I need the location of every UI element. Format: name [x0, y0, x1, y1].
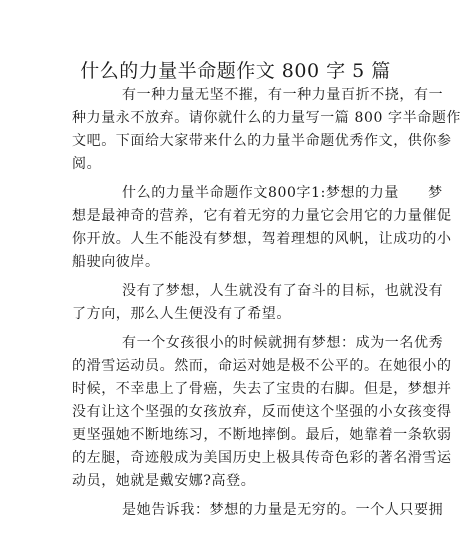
paragraph-line: 你开放。人生不能没有梦想，驾着理想的风帆，让成功的小	[72, 231, 452, 247]
document-title: 什么的力量半命题作文 800 字 5 篇	[80, 60, 391, 82]
paragraph-line: 的左腿，奇迹般成为美国历史上极具传奇色彩的著名滑雪运	[72, 450, 452, 466]
paragraph-line: 有一种力量无坚不摧，有一种力量百折不挠，有一	[122, 87, 444, 103]
paragraph-line: 更坚强她不断地练习，不断地摔倒。最后，她靠着一条软弱	[72, 427, 452, 443]
paragraph-line: 种力量永不放弃。请你就什么的力量写一篇 800 字半命题作	[72, 110, 462, 126]
paragraph-line: 船驶向彼岸。	[72, 254, 160, 270]
paragraph-line: 阅。	[72, 156, 102, 172]
paragraph-line: 有一个女孩很小的时候就拥有梦想：成为一名优秀	[122, 335, 444, 351]
paragraph-line: 动员，她就是戴安娜?高登。	[72, 473, 256, 489]
paragraph-line: 是她告诉我：梦想的力量是无穷的。一个人只要拥	[122, 502, 444, 518]
paragraph-line: 了方向，那么人生便没有了希望。	[72, 306, 291, 322]
section-heading-line: 什么的力量半命题作文800字1:梦想的力量 梦	[122, 185, 443, 201]
paragraph-line: 的滑雪运动员。然而，命运对她是极不公平的。在她很小的	[72, 358, 452, 374]
paragraph-line: 没有让这个坚强的女孩放弃，反而使这个坚强的小女孩变得	[72, 404, 452, 420]
paragraph-line: 时候，不幸患上了骨癌，失去了宝贵的右脚。但是，梦想并	[72, 381, 452, 397]
paragraph-line: 想是最神奇的营养，它有着无穷的力量它会用它的力量催促	[72, 208, 452, 224]
paragraph-line: 文吧。下面给大家带来什么的力量半命题优秀作文，供你参	[72, 133, 452, 149]
paragraph-line: 没有了梦想，人生就没有了奋斗的目标，也就没有	[122, 283, 444, 299]
